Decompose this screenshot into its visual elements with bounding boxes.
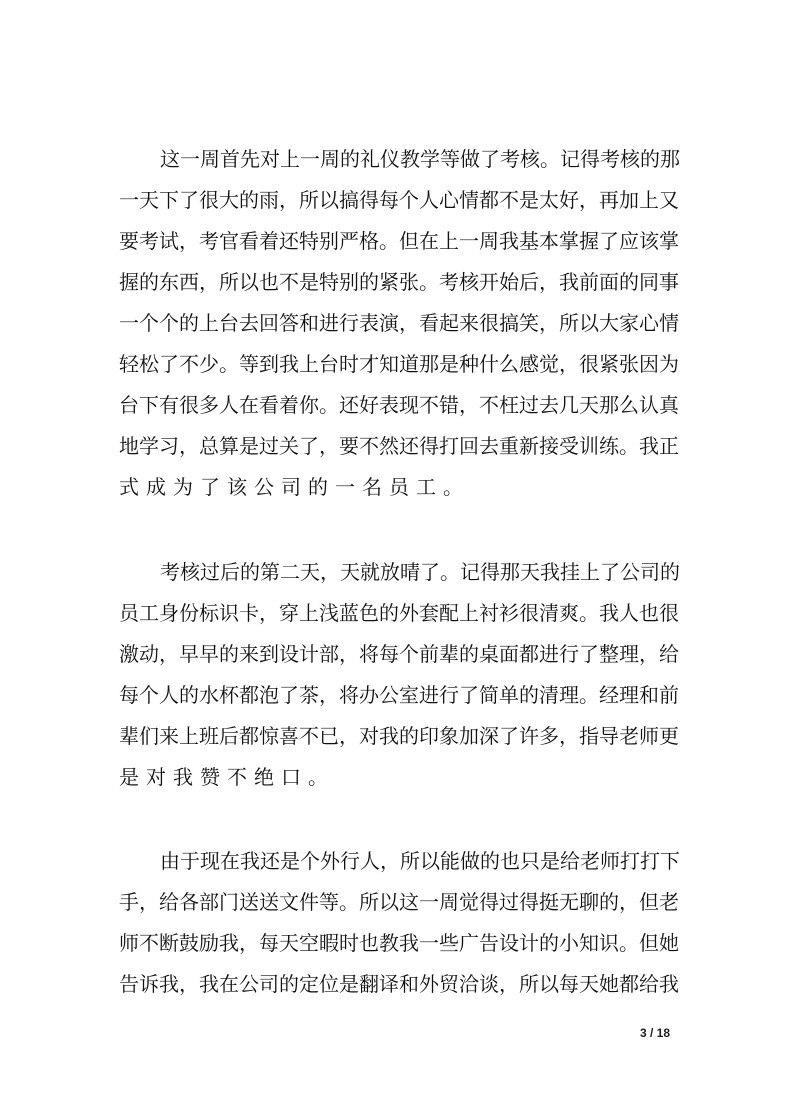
paragraph-3-line-3: 师不断鼓励我，每天空暇时也教我一些广告设计的小知识。但她 <box>119 931 679 955</box>
paragraph-1-line-6: 轻松了不少。等到我上台时才知道那是种什么感觉，很紧张因为 <box>119 352 679 376</box>
paragraph-2-line-6 <box>119 762 671 792</box>
paragraph-1-line-1: 这一周首先对上一周的礼仪教学等做了考核。记得考核的那 <box>160 147 680 171</box>
paragraph-3-line-4: 告诉我，我在公司的定位是翻译和外贸洽谈，所以每天她都给我 <box>119 972 679 996</box>
paragraph-1-line-8: 地学习，总算是过关了，要不然还得打回去重新接受训练。我正 <box>119 434 679 458</box>
paragraph-1-line-5: 一个个的上台去回答和进行表演，看起来很搞笑，所以大家心情 <box>119 311 679 335</box>
paragraph-1-line-4: 握的东西，所以也不是特别的紧张。考核开始后，我前面的同事 <box>119 270 679 294</box>
paragraph-2-line-4: 每个人的水杯都泡了茶，将办公室进行了简单的清理。经理和前 <box>119 683 679 707</box>
paragraph-1-line-3: 要考试，考官看着还特别严格。但在上一周我基本掌握了应该掌 <box>119 229 679 253</box>
paragraph-2-line-5: 辈们来上班后都惊喜不已，对我的印象加深了许多，指导老师更 <box>119 724 679 748</box>
page-number: 3 / 18 <box>640 1026 671 1040</box>
paragraph-1-line-2: 一天下了很大的雨，所以搞得每个人心情都不是太好，再加上又 <box>119 188 679 212</box>
paragraph-2-line-6-text: 是对我赞不绝口。 <box>119 765 335 789</box>
paragraph-3-line-2: 手，给各部门送送文件等。所以这一周觉得过得挺无聊的，但老 <box>119 890 679 914</box>
paragraph-1-line-9 <box>119 472 671 502</box>
paragraph-2-line-3: 激动，早早的来到设计部，将每个前辈的桌面都进行了整理，给 <box>119 642 679 666</box>
paragraph-3-line-1: 由于现在我还是个外行人，所以能做的也只是给老师打打下 <box>160 849 680 873</box>
paragraph-2-line-2: 员工身份标识卡，穿上浅蓝色的外套配上衬衫很清爽。我人也很 <box>119 601 679 625</box>
paragraph-1-line-7: 台下有很多人在看着你。还好表现不错，不枉过去几天那么认真 <box>119 393 679 417</box>
paragraph-2-line-1: 考核过后的第二天，天就放晴了。记得那天我挂上了公司的 <box>160 560 680 584</box>
paragraph-1-line-9-text: 式成为了该公司的一名员工。 <box>119 475 470 499</box>
